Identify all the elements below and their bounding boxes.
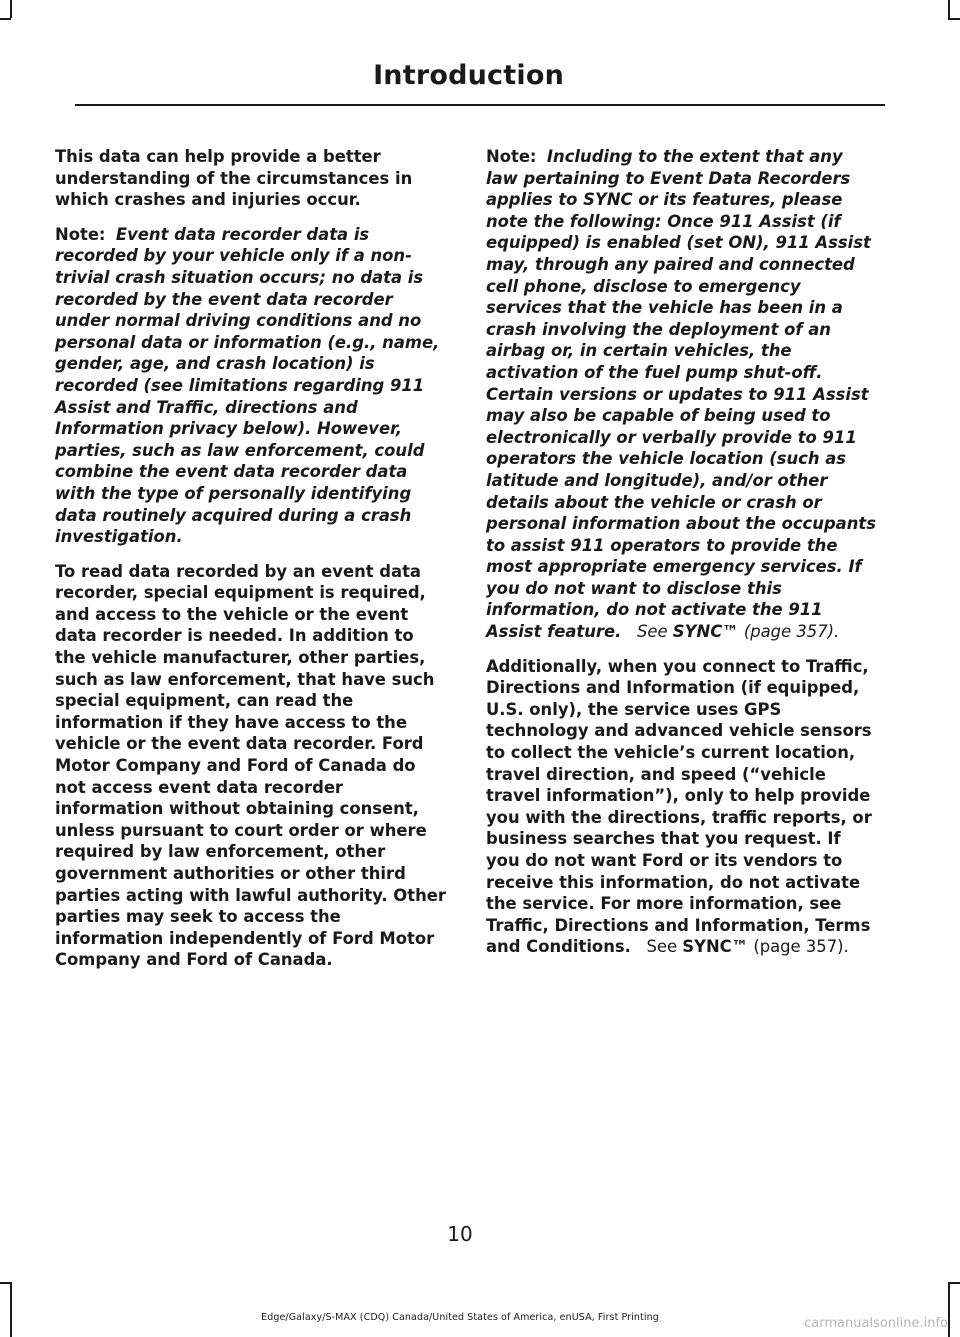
page-number: 10 (447, 1222, 473, 1246)
crop-mark-bottom-right-h (948, 1282, 960, 1284)
page-reference: (page 357). (743, 622, 840, 642)
see-label: See (646, 937, 678, 957)
note-text: Including to the extent that any law pertaining to Event Data Recorders applies to SYNC or its features, please note the following: Once 911 Assist (if equipped) is enabled (set ON), 911 Assist may, through any paired and connected cell phone, disclose to emergency services that the vehicle has been in a crash involving the deployment of an airbag or, in certain vehicles, the activation of the fuel pump shut-off. Certain versions or updates to 911 Assist may also be capable of being used to electronically or verbally provide to 911 operators the vehicle location (such as latitude and longitude), and/or other details about the vehicle or crash or personal information about the occupants to assist 911 operators to provide the most appropriate emergency services. If you do not want to disclose this information, do not activate the 911 Assist feature. (486, 147, 876, 642)
crop-mark-top-right-h (948, 18, 960, 20)
left-column (55, 146, 447, 984)
note-label: Note: (486, 147, 537, 166)
footer-edition: Edge/Galaxy/S-MAX (CDQ) Canada/United States of America, enUSA, First Printing (261, 1312, 659, 1323)
crop-mark-top-left (10, 0, 12, 18)
watermark-text: carmanualsonline.info (804, 1316, 948, 1331)
edr-access-paragraph: To read data recorded by an event data recorder, special equipment is required, and access to the vehicle or the event data recorder is needed. In addition to the vehicle manufacturer, other parties, such as law enforcement, that have such special equipment, can read the information if they have access to the vehicle or the event data recorder. Ford Motor Company and Ford of Canada do not access event data recorder information without obtaining consent, unless pursuant to court order or where required by law enforcement, other government authorities or other third parties acting with lawful authority. Other parties may seek to access the information independently of Ford Motor Company and Ford of Canada. (55, 561, 446, 970)
crop-mark-top-right (948, 0, 950, 18)
intro-paragraph: This data can help provide a better understanding of the circumstances in which crashes and injuries occur. (55, 147, 413, 210)
page-title: Introduction (373, 60, 564, 91)
sync-reference-link[interactable]: SYNC™ (682, 937, 749, 957)
note-label: Note: (55, 224, 106, 244)
see-label: See (637, 622, 668, 642)
right-column (486, 146, 878, 971)
crop-mark-bottom-right (948, 1282, 950, 1337)
crop-mark-bottom-left-h (0, 1282, 11, 1284)
crop-mark-bottom-left (10, 1282, 12, 1337)
traffic-paragraph (486, 656, 878, 958)
header-divider (75, 104, 885, 106)
note-text: Event data recorder data is recorded by your vehicle only if a non-trivial crash situation occurs; no data is recorded by the event data recorder under normal driving conditions and no personal data or information (e.g., name, gender, age, and crash location) is recorded (see limitations regarding 911 Assist and Traffic, directions and Information privacy below). However, parties, such as law enforcement, could combine the event data recorder data with the type of personally identifying data routinely acquired during a crash investigation. (55, 224, 440, 547)
sync-note (486, 146, 878, 643)
traffic-text: Additionally, when you connect to Traffic, Directions and Information (if equipped, U.S. only), the service uses GPS technology and advanced vehicle sensors to collect the vehicle’s current location, travel direction, and speed (“vehicle travel information”), only to help provide you with the directions, traffic reports, or business searches that you request. If you do not want Ford or its vendors to receive this information, do not activate the service. For more information, see Traffic, Directions and Information, Terms and Conditions. (486, 656, 872, 957)
sync-reference-link[interactable]: SYNC™ (672, 622, 739, 642)
edr-note (55, 224, 447, 548)
page-reference: (page 357). (753, 937, 849, 957)
crop-mark-top-left-h (0, 18, 11, 20)
